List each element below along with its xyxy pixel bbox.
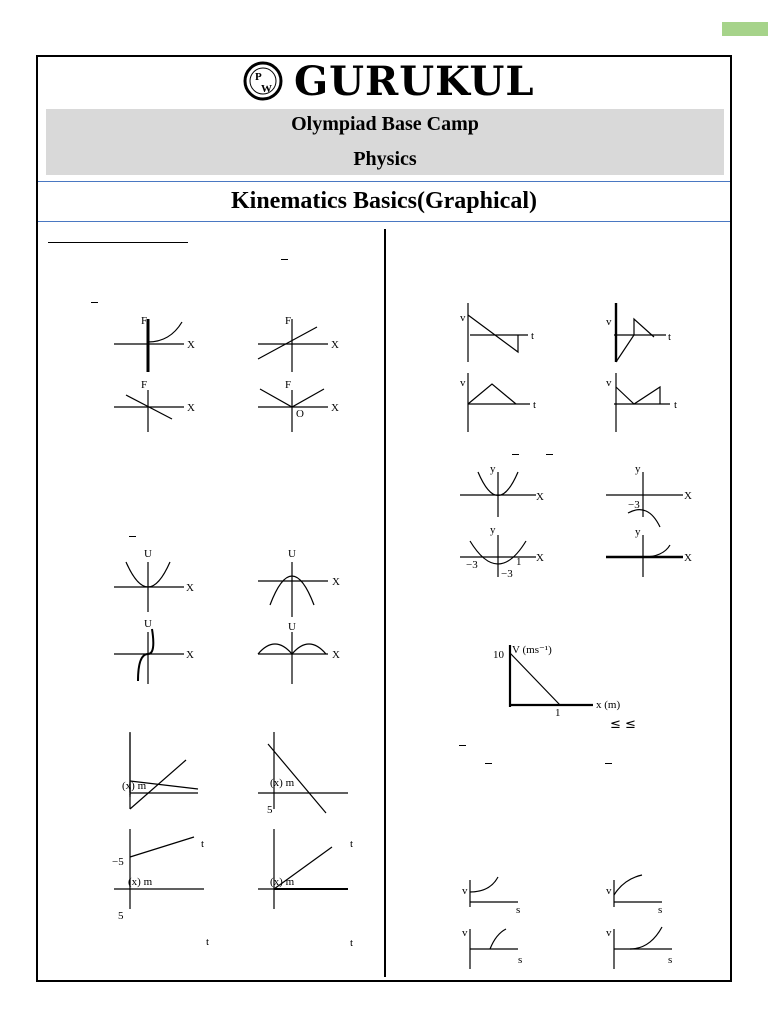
label-x: X [536, 552, 544, 564]
label-f: F [285, 379, 292, 391]
label-position-axis: x (m) [596, 699, 621, 711]
brand-name: GURUKUL [294, 58, 535, 105]
label-v: v [606, 885, 612, 897]
label-t: t [668, 331, 672, 343]
label-t: t [350, 937, 354, 949]
label-s: s [668, 954, 673, 966]
graph-v-t-a [468, 303, 528, 362]
label-t: t [533, 399, 537, 411]
label-xm: (x) m [270, 876, 295, 888]
label-x: X [187, 402, 195, 414]
label-xm: (x) m [122, 780, 147, 792]
label-minus3: −3 [501, 568, 513, 580]
label-u: U [288, 621, 296, 633]
label-x: X [684, 490, 692, 502]
label-u: U [144, 548, 152, 560]
label-v: v [460, 377, 466, 389]
graph-y-x-a [460, 472, 536, 517]
graph-y-x-b [606, 472, 683, 527]
label-five: 5 [267, 804, 273, 816]
label-v: v [462, 885, 468, 897]
label-one: 1 [555, 707, 561, 719]
label-y: y [490, 463, 496, 475]
graph-f-x-a [114, 319, 184, 372]
graph-f-x-c [114, 390, 184, 432]
label-y: y [635, 526, 641, 538]
corner-tab [722, 22, 768, 36]
graph-u-x-b [258, 562, 328, 617]
label-v: v [460, 312, 466, 324]
label-x: X [187, 339, 195, 351]
label-t: t [206, 936, 210, 948]
label-xm: (x) m [128, 876, 153, 888]
label-ten: 10 [493, 649, 504, 661]
label-f: F [141, 315, 148, 327]
inequality-text: ≤ ≤ [610, 717, 636, 732]
label-t: t [674, 399, 678, 411]
label-v: v [606, 377, 612, 389]
label-s: s [658, 904, 663, 916]
graph-f-x-b [258, 319, 328, 372]
page-title: Kinematics Basics(Graphical) [231, 188, 537, 214]
label-minus3: −3 [628, 499, 640, 511]
label-u: U [144, 618, 152, 630]
label-y: y [635, 463, 641, 475]
label-minus3: −3 [466, 559, 478, 571]
graph-f-x-d [258, 389, 328, 432]
label-v: v [462, 927, 468, 939]
label-u: U [288, 548, 296, 560]
label-origin: O [296, 408, 304, 420]
label-minus5: −5 [112, 856, 124, 868]
label-t: t [531, 330, 535, 342]
graph-v-s-b [614, 875, 662, 907]
label-xm: (x) m [270, 777, 295, 789]
label-velocity-axis: V (ms⁻¹) [512, 644, 552, 656]
label-five: 5 [118, 910, 124, 922]
banner-course: Olympiad Base Camp [291, 113, 479, 135]
label-s: s [516, 904, 521, 916]
svg-text:W: W [261, 83, 272, 95]
label-f: F [141, 379, 148, 391]
graph-x-t-c [114, 829, 204, 909]
graph-y-x-d [606, 535, 683, 577]
graph-v-s-a [470, 877, 518, 907]
label-x: X [331, 339, 339, 351]
graph-v-s-d [614, 927, 672, 969]
label-t: t [350, 838, 354, 850]
label-x: X [331, 402, 339, 414]
graph-v-t-b [614, 303, 666, 362]
label-f: F [285, 315, 292, 327]
graph-u-x-d [258, 632, 328, 684]
label-v: v [606, 927, 612, 939]
graph-x-t-d [258, 829, 348, 909]
label-s: s [518, 954, 523, 966]
graph-figures [38, 57, 730, 980]
svg-text:P: P [255, 71, 262, 83]
label-x: X [186, 582, 194, 594]
label-t: t [201, 838, 205, 850]
label-x: X [332, 576, 340, 588]
graph-x-t-a [130, 732, 198, 809]
label-v: v [606, 316, 612, 328]
graph-u-x-c [114, 629, 184, 684]
page-frame [36, 55, 732, 982]
label-x: X [684, 552, 692, 564]
label-x: X [536, 491, 544, 503]
label-y: y [490, 524, 496, 536]
graph-v-t-c [468, 373, 530, 432]
label-one: 1 [516, 556, 522, 568]
label-x: X [332, 649, 340, 661]
banner-subject: Physics [353, 148, 417, 170]
label-x: X [186, 649, 194, 661]
graph-x-t-b [258, 732, 348, 813]
graph-u-x-a [114, 562, 184, 612]
graph-v-t-d [614, 373, 670, 432]
graph-v-s-c [470, 929, 518, 969]
